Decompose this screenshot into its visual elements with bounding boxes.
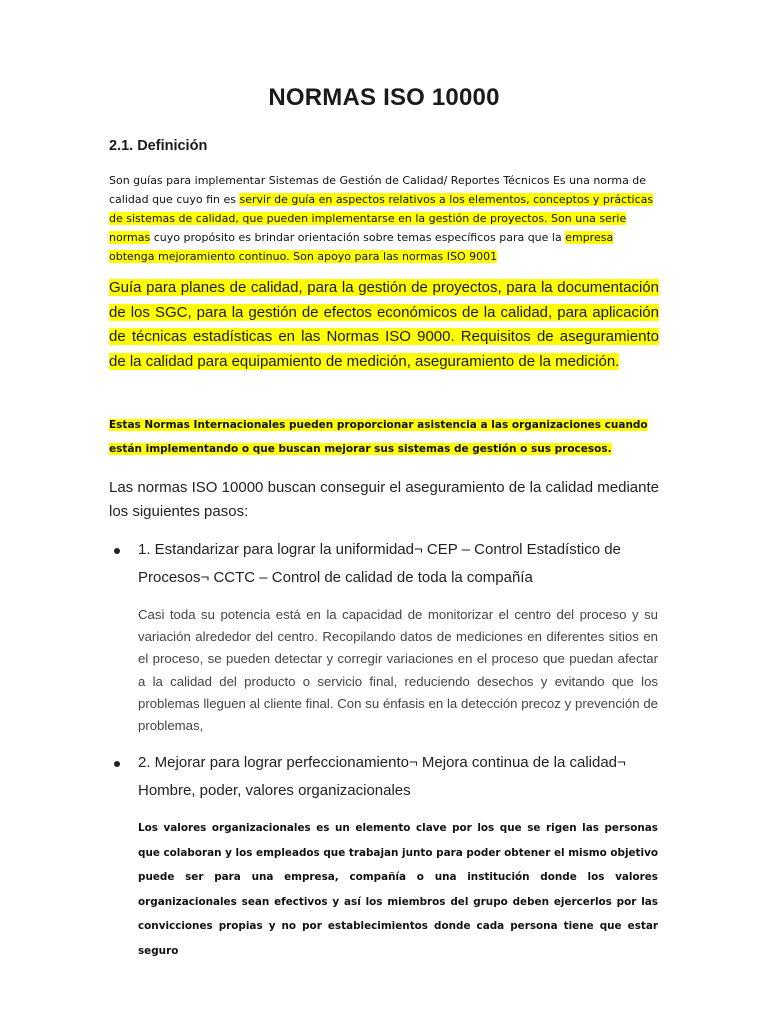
guide-paragraph-text: Guía para planes de calidad, para la gestión de proyectos, para la documentación de los SGC, para la gestión de efectos económicos de la calidad, para aplicación de técnicas estadísticas en las Normas ISO 9000. Requisitos de aseguramiento de la calidad para equipamiento de medición, aseguramiento de la medición. — [109, 279, 659, 370]
list-item: 2. Mejorar para lograr perfeccionamiento¬ Mejora continua de la calidad¬ Hombre, poder, valores organizacionales — [138, 754, 626, 799]
bullet-icon — [114, 548, 120, 554]
definition-paragraph — [109, 171, 654, 266]
process-control-paragraph: Casi toda su potencia está en la capacidad de monitorizar el centro del proceso y su variación alrededor del centro. Recopilando datos de mediciones en diferentes sitios en el proceso, se pueden detectar y corregir variaciones en el proceso que puedan afectar a la calidad del producto o servicio final, reduciendo desechos y evitando que los problemas lleguen al cliente final. Con su énfasis en la detección precoz y prevención de problemas, — [138, 607, 658, 734]
definition-text-plain-start: Son guías para implementar Sistemas de Gestión de Calidad/ Reportes Técnicos Es una norma de calidad que cuyo fin es — [109, 174, 647, 206]
definition-highlight-2: empresa obtenga mejoramiento continuo. Son apoyo para las normas ISO 9001 — [109, 231, 614, 263]
guide-paragraph — [109, 276, 659, 374]
organizational-values-paragraph: Los valores organizacionales es un elemento clave por los que se rigen las personas que colaboran y los empleados que trabajan junto para poder obtener el mismo objetivo puede ser para una empresa, compañía o una institución donde los valores organizacionales sean efectivos y así los miembros del grupo deben ejercerlos por las convicciones propias y no por establecimientos donde cada persona tiene que estar seguro — [138, 822, 658, 957]
definition-text-plain-mid: cuyo propósito es brindar orientación sobre temas específicos para que la — [150, 231, 566, 244]
international-norms-text: Estas Normas Internacionales pueden proporcionar asistencia a las organizaciones cuando están implementando o que buscan mejorar sus sistemas de gestión o sus procesos. — [109, 419, 648, 455]
definition-highlight-1: servir de guía en aspectos relativos a los elementos, conceptos y prácticas de sistemas de calidad, que pueden implementarse en la gestión de proyectos. Son una serie normas — [109, 193, 654, 244]
list-item: 1. Estandarizar para lograr la uniformidad¬ CEP – Control Estadístico de Procesos¬ CCTC – Control de calidad de toda la compañía — [138, 541, 621, 586]
document-title: NORMAS ISO 10000 — [268, 84, 500, 111]
bullet-icon — [114, 761, 120, 767]
international-norms-paragraph — [109, 413, 659, 461]
section-heading: 2.1. Definición — [109, 138, 208, 154]
intro-steps-paragraph: Las normas ISO 10000 buscan conseguir el aseguramiento de la calidad mediante los siguientes pasos: — [109, 479, 659, 520]
